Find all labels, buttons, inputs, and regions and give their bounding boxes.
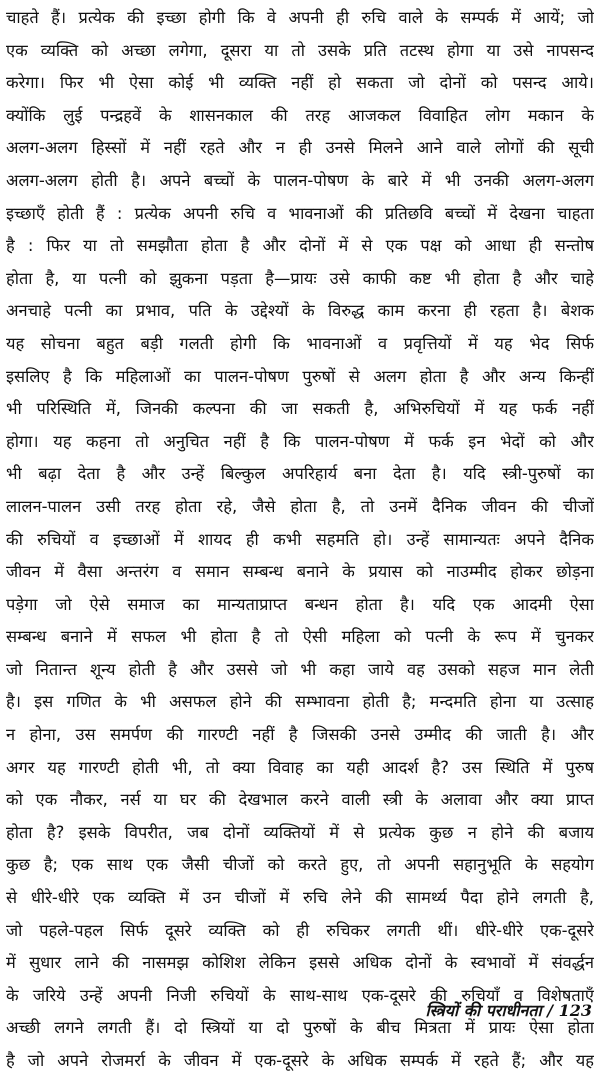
text-line: अलग-अलग हिस्सों में नहीं रहते और न ही उनसे मिलने आने वाले लोगों की सूची (6, 138, 594, 158)
text-line: जो नितान्त शून्य होती है और उससे जो भी कहा जाये वह उसको सहज मान लेती (6, 659, 594, 679)
text-line: भी परिस्थिति में, जिनकी कल्पना की जा सकती है, अभिरुचियों में यह फर्क नहीं (6, 399, 594, 419)
text-line: इच्छाएँ होती हैं : प्रत्येक अपनी रुचि व भावनाओं की प्रतिछवि बच्चों में देखना चाहता (6, 203, 594, 223)
text-line: होगा। यह कहना तो अनुचित नहीं है कि पालन-पोषण में फर्क इन भेदों को और (6, 431, 594, 451)
text-line: पड़ेगा जो ऐसे समाज का मान्यताप्राप्त बन्धन होता है। यदि एक आदमी ऐसा (6, 594, 594, 614)
text-line: यह सोचना बहुत बड़ी गलती होगी कि भावनाओं व प्रवृत्तियों में यह भेद सिर्फ (6, 333, 594, 353)
book-page (6, 2, 596, 1070)
text-line: है जो अपने रोजमर्रा के जीवन में एक-दूसरे के अधिक सम्पर्क में रहते हैं; और यह (6, 1051, 594, 1070)
text-line: न होना, उस समर्पण की गारण्टी नहीं है जिसकी उनसे उम्मीद की जाती है। और (6, 725, 594, 745)
text-line: एक व्यक्ति को अच्छा लगेगा, दूसरा या तो उसके प्रति तटस्थ होगा या उसे नापसन्द (6, 40, 594, 60)
text-line: करेगा। फिर भी ऐसा कोई भी व्यक्ति नहीं हो सकता जो दोनों को पसन्द आये। (6, 73, 594, 93)
body-text (6, 2, 594, 1078)
running-footer: स्त्रियों की पराधीनता / 123 (425, 1001, 592, 1020)
text-line: जो पहले-पहल सिर्फ दूसरे व्यक्ति को ही रुचिकर लगती थीं। धीरे-धीरे एक-दूसरे (6, 920, 594, 940)
text-line: अलग-अलग होती है। अपने बच्चों के पालन-पोषण के बारे में भी उनकी अलग-अलग (6, 170, 594, 190)
text-line: चाहते हैं। प्रत्येक की इच्छा होगी कि वे अपनी ही रुचि वाले के सम्पर्क में आयें; जो (6, 8, 594, 27)
text-line: सम्बन्ध बनाने में सफल भी होता है तो ऐसी महिला को पत्नी के रूप में चुनकर (6, 627, 594, 647)
text-line: होता है? इसके विपरीत, जब दोनों व्यक्तियों में से प्रत्येक कुछ न होने की बजाय (6, 822, 594, 842)
text-line: इसलिए है कि महिलाओं का पालन-पोषण पुरुषों से अलग होता है और अन्य किन्हीं (6, 366, 594, 386)
text-line: क्योंकि लुई पन्द्रहवें के शासनकाल की तरह आजकल विवाहित लोग मकान के (6, 105, 594, 125)
text-line: से धीरे-धीरे एक व्यक्ति में उन चीजों में रुचि लेने की सामर्थ्य पैदा होने लगती है, (6, 888, 594, 908)
text-line: अनचाहे पत्नी का प्रभाव, पति के उद्देश्यों के विरुद्ध काम करना ही रहता है। बेशक (6, 301, 594, 321)
text-line: में सुधार लाने की नासमझ कोशिश लेकिन इससे अधिक दोनों के स्वभावों में संवर्द्धन (6, 953, 594, 973)
text-line: जीवन में वैसा अन्तरंग व समान सम्बन्ध बनाने के प्रयास को नाउम्मीद होकर छोड़ना (6, 562, 594, 582)
text-line: है : फिर या तो समझौता होता है और दोनों में से एक पक्ष को आधा ही सन्तोष (6, 236, 594, 256)
text-line: कुछ है; एक साथ एक जैसी चीजों को करते हुए, तो अपनी सहानुभूति के सहयोग (6, 855, 594, 875)
text-line: भी बढ़ा देता है और उन्हें बिल्कुल अपरिहार्य बना देता है। यदि स्त्री-पुरुषों का (6, 464, 594, 484)
text-line: की रुचियों व इच्छाओं में शायद ही कभी सहमति हो। उन्हें सामान्यतः अपने दैनिक (6, 529, 594, 549)
text-line: लालन-पालन उसी तरह होता रहे, जैसे होता है, तो उनमें दैनिक जीवन की चीजों (6, 496, 594, 516)
text-line: के जरिये उन्हें अपनी निजी रुचियों के साथ-साथ एक-दूसरे की रुचियाँ व विशेषताएँ (6, 985, 594, 1005)
text-line: है। इस गणित के भी असफल होने की सम्भावना होती है; मन्दमति होना या उत्साह (6, 692, 594, 712)
text-line: होता है, या पत्नी को झुकना पड़ता है—प्रायः उसे काफी कष्ट भी होता है और चाहे (6, 268, 594, 288)
text-line: अच्छी लगने लगती हैं। दो स्त्रियों या दो पुरुषों के बीच मित्रता में प्रायः ऐसा होता (6, 1018, 594, 1038)
text-line: अगर यह गारण्टी होती भी, तो क्या विवाह का यही आदर्श है? उस स्थिति में पुरुष (6, 757, 594, 777)
text-line: को एक नौकर, नर्स या घर की देखभाल करने वाली स्त्री के अलावा और क्या प्राप्त (6, 790, 594, 810)
